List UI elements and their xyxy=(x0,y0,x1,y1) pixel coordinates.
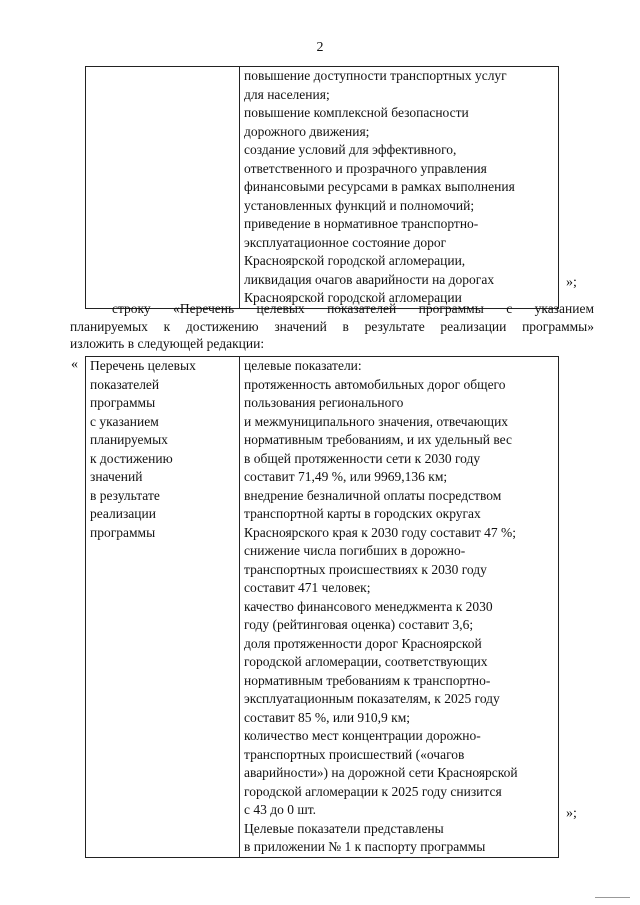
table2-right-line: в приложении № 1 к паспорту программы xyxy=(244,839,486,854)
continuation-table xyxy=(85,66,559,309)
table2-left-line: программы xyxy=(90,524,156,540)
table1-line: создание условий для эффективного, xyxy=(244,142,457,157)
table2-right-line: в общей протяженности сети к 2030 году xyxy=(244,450,481,466)
table2-left-line: к достижению xyxy=(90,450,173,466)
table2-right-line: количество мест концентрации дорожно- xyxy=(244,728,481,743)
table1-line: Красноярской городской агломерации, xyxy=(244,253,466,268)
table2-right-line: с 43 до 0 шт. xyxy=(244,802,317,817)
table2-right-line: городской агломерации к 2025 году снизится xyxy=(244,783,502,799)
amendment-paragraph xyxy=(70,300,594,353)
table1-line: установленных функций и полномочий; xyxy=(244,197,475,213)
table1-left-cell xyxy=(86,67,240,309)
table2-right-line: транспортных происшествий («очагов xyxy=(244,746,465,762)
table2-right-line: Целевые показатели представлены xyxy=(244,820,444,836)
closing-quote-2: »; xyxy=(566,806,577,821)
table2-right-line: протяженность автомобильных дорог общего xyxy=(244,376,506,392)
table1-line: финансовыми ресурсами в рамках выполнения xyxy=(244,179,515,194)
table2-left-line: Перечень целевых xyxy=(90,358,196,373)
table2-right-line: и межмуниципального значения, отвечающих xyxy=(244,413,509,429)
table1-line: приведение в нормативное транспортно- xyxy=(244,216,479,231)
footer-divider xyxy=(595,897,630,898)
opening-quote: « xyxy=(71,357,78,372)
table2-right-line: составит 71,49 %, или 9969,136 км; xyxy=(244,469,448,484)
table1-right-cell xyxy=(240,67,559,309)
table2-right-line: Красноярского края к 2030 году составит 47 %; xyxy=(244,524,516,540)
table2-right-line: доля протяженности дорог Красноярской xyxy=(244,635,482,651)
table2-right-line: аварийности») на дорожной сети Красноярской xyxy=(244,765,518,780)
table1-line: эксплуатационное состояние дорог xyxy=(244,234,447,250)
table2-right-line: пользования регионального xyxy=(244,395,404,410)
table2-right-line: качество финансового менеджмента к 2030 xyxy=(244,598,493,614)
paragraph-line: планируемых к достижению значений в результате реализации программы» xyxy=(70,318,594,334)
table2-right-line: составит 85 %, или 910,9 км; xyxy=(244,709,411,725)
targets-table xyxy=(85,356,559,858)
table2-left-line: с указанием xyxy=(90,413,159,429)
table2-left-line: в результате xyxy=(90,487,160,503)
table2-left-line: показателей xyxy=(90,376,160,392)
table2-left-line: значений xyxy=(90,469,143,484)
table2-right-line: внедрение безналичной оплаты посредством xyxy=(244,487,502,503)
table1-line: для населения; xyxy=(244,86,330,102)
table2-left-cell xyxy=(86,357,240,858)
table1-line: повышение доступности транспортных услуг xyxy=(244,68,507,83)
paragraph-line: строку «Перечень целевых показателей программы с указанием xyxy=(112,301,594,316)
table2-right-cell xyxy=(240,357,559,858)
page-number: 2 xyxy=(316,40,324,55)
table2-right-line: транспортной карты в городских округах xyxy=(244,506,481,521)
table2-left-line: реализации xyxy=(90,506,156,521)
table2-right-line: году (рейтинговая оценка) составит 3,6; xyxy=(244,617,474,632)
table1-line: дорожного движения; xyxy=(244,123,370,139)
table2-right-line: целевые показатели: xyxy=(244,358,362,373)
table2-right-line: транспортных происшествиях к 2030 году xyxy=(244,561,487,577)
closing-quote-1: »; xyxy=(566,275,577,290)
table2-left-line: планируемых xyxy=(90,432,168,447)
table1-line: Красноярской городской агломерации xyxy=(244,290,462,305)
table1-line: повышение комплексной безопасности xyxy=(244,105,469,120)
paragraph-line: изложить в следующей редакции: xyxy=(70,336,265,351)
table2-right-line: составит 471 человек; xyxy=(244,580,371,595)
table2-right-line: снижение числа погибших в дорожно- xyxy=(244,543,466,558)
table1-line: ликвидация очагов аварийности на дорогах xyxy=(244,271,495,287)
table2-right-line: нормативным требованиям, и их удельный вес xyxy=(244,432,513,447)
table2-right-line: городской агломерации, соответствующих xyxy=(244,654,488,669)
table2-right-line: эксплуатационным показателям, к 2025 году xyxy=(244,691,500,706)
table2-left-line: программы xyxy=(90,395,156,410)
table1-line: ответственного и прозрачного управления xyxy=(244,160,487,176)
table2-right-line: нормативным требованиям к транспортно- xyxy=(244,672,491,688)
